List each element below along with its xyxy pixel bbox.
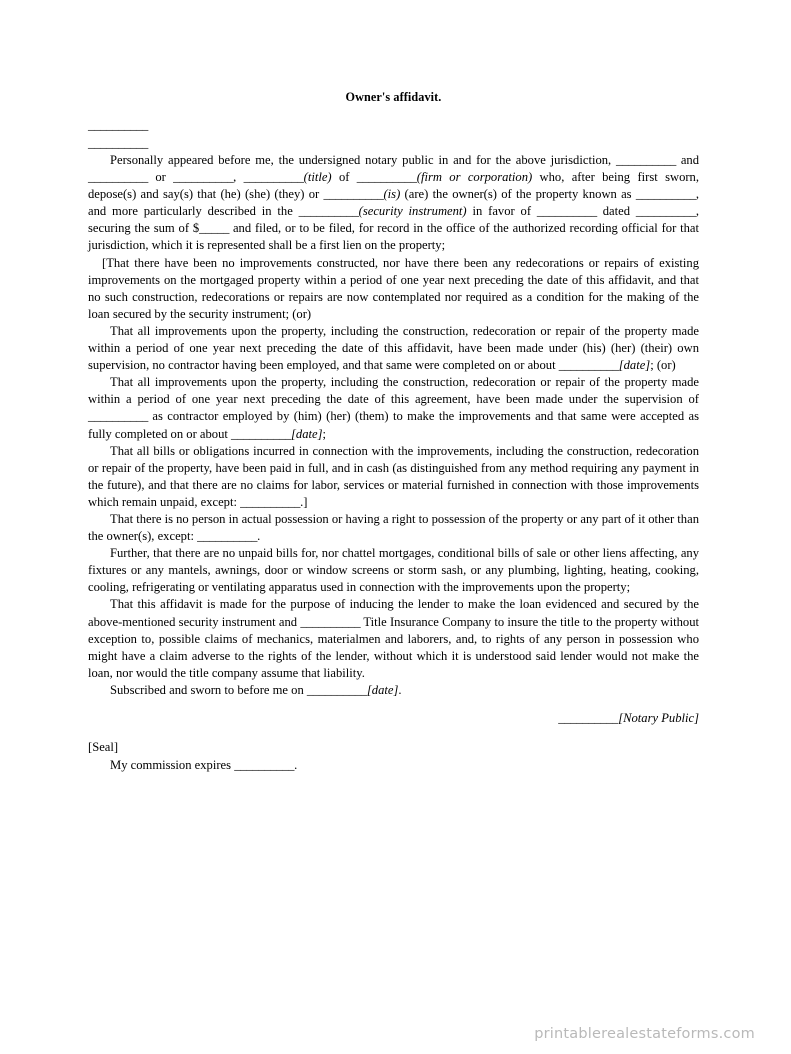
paragraph-no-person-in-possession bbox=[88, 511, 699, 545]
notary-signature-line bbox=[88, 710, 699, 727]
text-run: and bbox=[676, 153, 700, 167]
text-run: , and more particularly described in the bbox=[88, 187, 699, 219]
italic-note: (title) bbox=[303, 170, 332, 185]
paragraph-no-improvements bbox=[88, 255, 699, 323]
italic-note: [date] bbox=[618, 358, 651, 373]
paragraph-personally-appeared bbox=[88, 152, 699, 255]
fill-in-blank: __________ bbox=[635, 187, 696, 202]
italic-note: (firm or corporation) bbox=[416, 170, 533, 185]
text-run: That all improvements upon the property, including the construction, redecoration or repair of the property made within a period of one year next preceding the date of this affidavit, have been made under (his) (her) (their) own supervision, no contractor having been employed, and that same were completed on or about bbox=[88, 323, 699, 373]
text-run: Further, that there are no unpaid bills for, nor chattel mortgages, conditional bills of sale or other liens affecting, any fixtures or any mantels, awnings, door or window screens or storm sash, or any plumbing, lighting, heating, cooking, cooling, refrigerating or ventilating apparatus used in connection with the improvements upon the property; bbox=[88, 546, 699, 595]
commission-expires-suffix: . bbox=[294, 758, 298, 773]
fill-in-blank: __________ bbox=[616, 153, 676, 167]
text-run: , securing the sum of $ bbox=[88, 204, 699, 236]
text-run: That there is no person in actual possession or having a right to possession of the property or any part of it other than the owner(s), except: bbox=[88, 511, 699, 544]
paragraph-purpose-of-affidavit bbox=[88, 596, 699, 681]
text-run: who, after being first sworn, depose(s) and say(s) that (he) (she) (they) or bbox=[88, 170, 700, 202]
seal-label: [Seal] bbox=[88, 740, 119, 755]
text-run: or bbox=[147, 170, 174, 185]
italic-note: (security instrument) bbox=[358, 204, 467, 219]
text-run: (are) the owner(s) of the property known as bbox=[400, 187, 636, 202]
fill-in-blank: __________ bbox=[173, 170, 234, 185]
paragraph-no-unpaid-bills bbox=[88, 545, 699, 596]
fill-in-blank: _____ bbox=[199, 221, 230, 236]
text-run: That this affidavit is made for the purpose of inducing the lender to make the loan evidenced and secured by the above-mentioned security instrument and bbox=[88, 597, 699, 629]
page-title: Owner's affidavit. bbox=[345, 90, 442, 104]
fill-in-blank: __________ bbox=[88, 170, 148, 185]
text-run: as contractor employed by (him) (her) (them) to make the improvements and that same were accepted as fully completed on or about bbox=[88, 409, 699, 441]
text-run: . bbox=[398, 682, 402, 697]
fill-in-blank: __________ bbox=[306, 682, 367, 697]
text-run: , bbox=[233, 170, 244, 185]
fill-in-blank: __________ bbox=[243, 170, 304, 185]
paragraph-subscribed-and-sworn bbox=[88, 682, 699, 699]
fill-in-blank: __________ bbox=[197, 529, 258, 544]
commission-expires-prefix: My commission expires bbox=[110, 758, 235, 773]
fill-in-blank: __________ bbox=[300, 614, 361, 629]
document-body bbox=[88, 90, 699, 774]
italic-note: [date] bbox=[366, 682, 399, 697]
text-run: Title Insurance Company to insure the title to the property without exception to, possible claims of mechanics, materialmen and laborers, and, to rights of any person in possession who might have a claim adverse to the rights of the lender, without which it is understood said lender would not make the loan, nor would the title company assume that liability. bbox=[88, 614, 699, 680]
fill-in-blank: __________ bbox=[298, 204, 359, 219]
text-run: [That there have been no improvements constructed, nor have there been any redecorations or repairs of existing improvements on the mortgaged property within a period of one year next preceding the date of this affidavit, and that no such construction, redecorations or repairs are now contemplated nor required as a condition for the making of the loan secured by the security instrument; (or) bbox=[88, 255, 699, 321]
commission-expires-blank: __________ bbox=[234, 758, 295, 773]
fill-in-blank: __________ bbox=[536, 204, 597, 219]
text-run: in favor of bbox=[466, 204, 537, 219]
fill-in-blank: __________ bbox=[558, 358, 619, 373]
text-run: .] bbox=[300, 494, 308, 509]
italic-note: [date] bbox=[291, 426, 323, 441]
text-run: That all improvements upon the property, including the construction, redecoration or repair of the property made within a period of one year next preceding the date of this agreement, have been made under the supervision of bbox=[88, 375, 699, 407]
fill-in-blank: __________ bbox=[88, 409, 148, 424]
notary-signature-blank: __________ bbox=[558, 711, 619, 725]
header-blank-line-2: __________ bbox=[88, 136, 148, 150]
text-run: of bbox=[331, 170, 357, 185]
italic-note: (is) bbox=[383, 187, 401, 202]
site-watermark: printablerealestateforms.com bbox=[534, 1026, 755, 1042]
fill-in-blank: __________ bbox=[635, 204, 696, 219]
text-run: That all bills or obligations incurred in connection with the improvements, including the construction, redecoration or repair of the property, have been paid in full, and in cash (as distinguished from any method requiring any payment in the future), and that there are no claims for labor, services or material furnished in connection with those improvements which remain unpaid, except: bbox=[88, 443, 699, 509]
fill-in-blank: __________ bbox=[240, 494, 301, 509]
fill-in-blank: __________ bbox=[323, 187, 384, 202]
fill-in-blank: __________ bbox=[231, 426, 292, 441]
fill-in-blank: __________ bbox=[356, 170, 417, 185]
text-run: ; bbox=[322, 426, 327, 441]
paragraph-bills-obligations bbox=[88, 443, 699, 511]
text-run: . bbox=[257, 529, 261, 544]
text-run: dated bbox=[596, 204, 636, 219]
affidavit-paragraphs bbox=[88, 152, 699, 699]
notary-public-label: [Notary Public] bbox=[618, 711, 699, 725]
paragraph-improvements-contractor bbox=[88, 374, 699, 442]
commission-expires-line bbox=[88, 757, 699, 774]
text-run: and filed, or to be filed, for record in the office of the authorized recording official for that jurisdiction, which it is represented shall be a first lien on the property; bbox=[88, 221, 699, 253]
header-blank-line-1: __________ bbox=[88, 118, 148, 132]
text-run: Subscribed and sworn to before me on bbox=[110, 682, 307, 697]
text-run: ; (or) bbox=[650, 358, 676, 373]
text-run: Personally appeared before me, the undersigned notary public in and for the above jurisdiction, bbox=[110, 153, 617, 167]
paragraph-improvements-own-supervision bbox=[88, 323, 699, 374]
